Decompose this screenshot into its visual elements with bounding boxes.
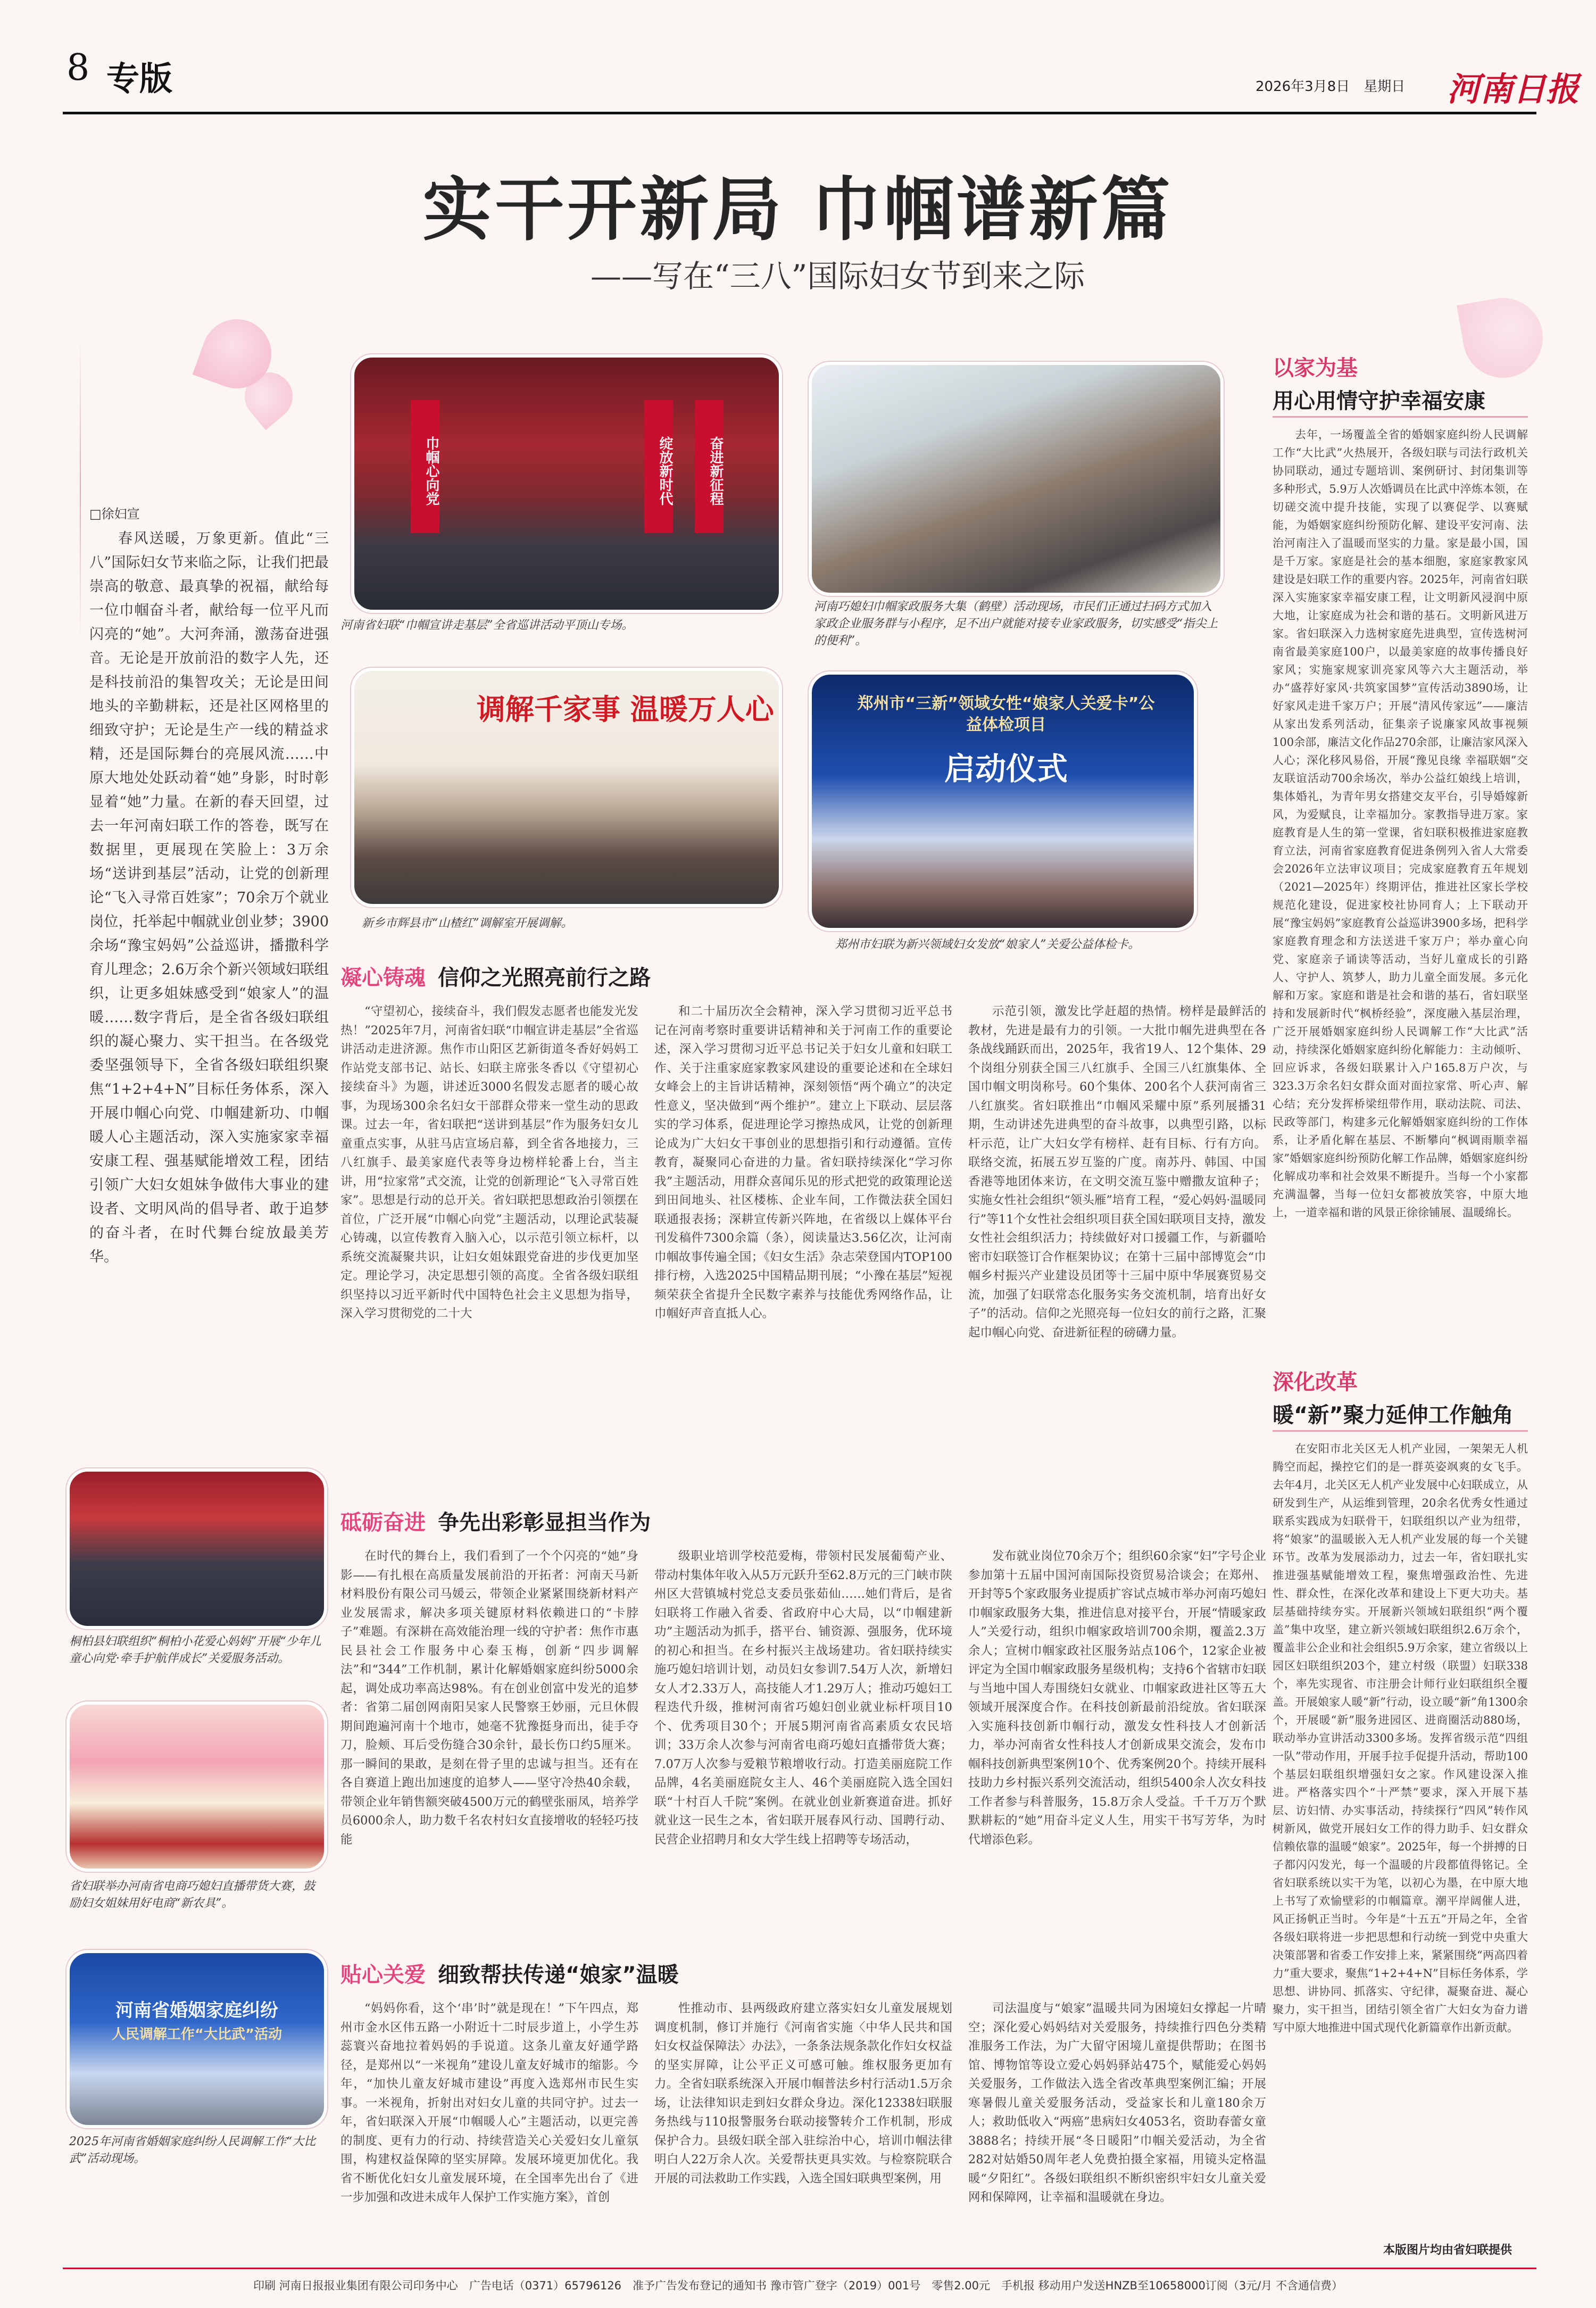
header-rule	[63, 112, 1536, 114]
section-keyword: 砥砺奋进	[340, 1510, 426, 1535]
byline: □徐妇宣	[89, 507, 140, 521]
section-header-1	[340, 961, 1245, 993]
section-keyword: 凝心铸魂	[340, 966, 426, 990]
paragraph: 去年，一场覆盖全省的婚姻家庭纠纷人民调解工作“大比武”火热展开，各级妇联与司法行政机关协同联动，通过专题培训、案例研讨、封闭集训等多种形式，5.9万人次婚调员在比武中淬炼本领，在切磋交流中提升技能，实现了以赛促学、以赛赋能，为婚姻家庭纠纷预防化解、建设平安河南、法治河南注入了温暖而坚实的力量。家是最小国，国是千万家。家庭是社会的基本细胞，家庭家教家风建设是妇联工作的重要内容。2025年，河南省妇联深入实施家家幸福安康工程，让文明新风浸润中原大地，让家庭成为社会和谐的基石。文明新风进万家。省妇联深入力选树家庭先进典型，宣传选树河南省最美家庭100户，以最美家庭的故事传播良好家风；实施家规家训亮家风等六大主题活动，举办“盛荐好家风·共筑家国梦”宣传活动3890场，让好家风走进千家万户；开展“清风传家远”——廉洁从家出发系列活动，征集亲子说廉家风故事视频100余部，廉洁文化作品270余部，让廉洁家风深入人心；深化移风易俗，开展“豫见良缘 幸福联姻”交友联谊活动700余场次，举办公益红娘线上培训，集体婚礼，为青年男女搭建交友平台，引导婚嫁新风，为爱赋良，让幸福加分。家教指导进万家。家庭教育是人生的第一堂课，省妇联积极推进家庭教育立法，河南省家庭教育促进条例列入省人大常委会2026年立法审议项目；完成家庭教育五年规划（2021—2025年）终期评估，推进社区家长学校规范化建设，促进家校社协同育人；上下联动开展“豫宝妈妈”家庭教育公益巡讲3900多场，把科学家庭教育理念和方法送进千家万户；举办童心向党、家庭亲子诵读等活动，当好儿童成长的引路人、守护人、筑梦人，助力儿童全面发展。多元化解和万家。家庭和谐是社会和谐的基石，省妇联坚持和发展新时代“枫桥经验”，深度融入基层治理，广泛开展婚姻家庭纠纷人民调解工作“大比武”活动，持续深化婚姻家庭纠纷化解能力：主动倾听、回应诉求，各级妇联累计入户165.8万户次，与323.3万余名妇女群众面对面拉家常、听心声、解心结；充分发挥桥梁纽带作用，联动法院、司法、民政等部门，构建多元化解婚姻家庭纠纷的工作体系，让矛盾化解在基层、不断攀向“枫调雨顺幸福家”婚姻家庭纠纷预防化解工作品牌，婚姻家庭纠纷化解成功率和社会效果不断提升。当每一个小家都充满温馨，当每一位妇女都被放笑容，中原大地上，一道幸福和谐的风景正徐徐铺展、温暖绵长。	[1273, 428, 1528, 1219]
right-section-rule	[1273, 416, 1528, 418]
flower-icon	[1457, 292, 1549, 384]
newspaper-logo: 河南日报	[1447, 70, 1580, 109]
mediation-banner: 调解千家事 温暖万人心	[477, 693, 774, 726]
footer-info: 印刷 河南日报报业集团有限公司印务中心 广告电话（0371）65796126 准予广告发布登记的通知书 豫市管广登字（2019）001号 零售2.00元 手机报 移动用户发送HNZB至10658000订阅（3元/月 不含通信费）	[253, 2279, 1343, 2292]
banner-center: 绽放新时代	[644, 400, 673, 533]
paragraph: “守望初心，接续奋斗，我们假发志愿者也能发光发热！”2025年7月，河南省妇联“巾帼宣讲走基层”全省巡讲活动走进济源。焦作市山阳区艺新街道冬香好妈妈工作站党支部书记、站长、妇联主席张冬香以《守望初心 接续奋斗》为题，讲述近3000名假发志愿者的暖心故事，为现场300余名妇女干部群众带来一堂生动的思政课。过去一年，省妇联把“送讲到基层”作为服务妇女儿童重点实事，从驻马店宣场启幕，到全省各地接力，三八红旗手、最美家庭代表等身边榜样轮番上台，当主讲，用“拉家常”式交流，让党的创新理论“飞入寻常百姓家”。思想是行动的总开关。省妇联把思想政治引领摆在首位，广泛开展“巾帼心向党”主题活动，以理论武装凝心铸魂，以宣传教育入脑入心，以示范引领立标杆，以系统交流凝聚共识，让妇女姐妹跟党奋进的步伐更加坚定。理论学习，决定思想引领的高度。全省各级妇联组织坚持以习近平新时代中国特色社会主义思想为指导，深入学习贯彻党的二十大	[340, 1004, 638, 1321]
paragraph: “妈妈你看，这个‘串’时”就是现在！”下午四点，郑州市金水区伟五路一小附近十二时辰步道上，小学生苏蕊寰兴奋地拉着妈妈的手说道。这条儿童友好通学路径，是郑州以“一米视角”建设儿童友好城市的缩影。今年，“加快儿童友好城市建设”再度入选郑州市民生实事。一米视角，折射出对妇女儿童的共同守护。过去一年，省妇联深入开展“巾帼暖人心”主题活动，以更完善的制度、更有力的行动、持续营造关心关爱妇女儿童氛围，构建权益保障的坚实屏障。发展环境更加优化。我省不断优化妇女儿童发展环境，在全国率先出台了《进一步加强和改进未成年人保护工作实施方案》，首创	[340, 2002, 638, 2204]
photo-mediation	[351, 668, 782, 907]
issue-date: 2026年3月8日 星期日	[1256, 79, 1406, 95]
contest-title: 河南省婚姻家庭纠纷	[115, 2000, 278, 2021]
photo-caption: 省妇联举办河南省电商巧媳妇直播带货大赛，鼓励妇女姐妹用好电商“新农具”。	[69, 1880, 315, 1910]
paragraph: 级职业培训学校范爱梅，带领村民发展葡萄产业、带动村集体年收入从5万元跃升至62.8万元的三门峡市陕州区大营镇城村党总支委员张茹仙……她们背后，是省妇联将工作融入省委、省政府中心大局，以“巾帼建新功”主题活动为抓手，搭平台、铺资源、强服务，优环境的初心和担当。在乡村振兴主战场建功。省妇联持续实施巧媳妇培训计划，动员妇女参训7.54万人次，新增妇女人才2.33万人，高技能人才1.29万人；推动巧媳妇工程迭代升级，推树河南省巧媳妇创业就业标杆项目10个、优秀项目30个；开展5期河南省高素质女农民培训；33万余人次参与河南省电商巧媳妇直播带货大赛；7.07万人次参与爱粮节粮增收行动。打造美丽庭院工作品牌，4名美丽庭院女主人、46个美丽庭院入选全国妇联“十村百人千院”案例。在就业创业新赛道奋进。抓好就业这一民生之本，省妇联开展春风行动、国聘行动、民营企业招聘月和女大学生线上招聘等专场活动，	[654, 1549, 952, 1847]
contest-subtitle: 人民调解工作“大比武”活动	[111, 2027, 282, 2043]
health-banner: 郑州市“三新”领域女性“娘家人关爱卡”公益体检项目	[857, 694, 1155, 734]
section-name: 专版	[106, 59, 173, 98]
section-title: 细致帮扶传递“娘家”温暖	[438, 1963, 679, 1987]
section-title: 争先出彩彰显担当作为	[438, 1510, 651, 1535]
right-section1-text	[1273, 426, 1528, 1344]
section-keyword: 贴心关爱	[340, 1963, 426, 1987]
section1-col2	[654, 1002, 952, 1481]
banner-left: 巾帼心向党	[411, 400, 439, 533]
photo-livestream	[66, 1701, 327, 1872]
photo-caption: 桐柏县妇联组织“桐柏小花爱心妈妈”开展“少年儿童心向党·牵手护航伴成长”关爱服务活动。	[69, 1635, 321, 1665]
photo-caption: 河南巧媳妇巾帼家政服务大集（鹤壁）活动现场，市民们正通过扫码方式加入家政企业服务群与小程序，足不出户就能对接专业家政服务，切实感受“指尖上的便利”。	[814, 600, 1218, 647]
paragraph: 在安阳市北关区无人机产业园，一架架无人机腾空而起，操控它们的是一群英姿飒爽的女飞手。去年4月，北关区无人机产业发展中心妇联成立，从研发到生产，从运维到管理，20余名优秀女性通过联系实践成为妇联骨干，妇联组织以产业为纽带，将“娘家”的温暖嵌入无人机产业发展的每一个关键环节。改革为发展添动力，过去一年，省妇联扎实推进强基赋能增效工程，聚焦增强政治性、先进性、群众性，在深化改革和建设上下更大功夫。基层基础持续夯实。开展新兴领域妇联组织“两个覆盖”集中攻坚，建立新兴领域妇联组织2.6万余个，覆盖非公企业和社会组织5.9万余家，建立省级以上园区妇联组织203个，建立村级（联盟）妇联338个，率先实现省、市注册会计师行业妇联组织全覆盖。开展娘家人暖“新”行动，设立暖“新”角1300余个，开展暖“新”服务进园区、进商圈活动880场，联动举办宣讲活动3300多场。发挥省级示范“四组一队”带动作用，开展手拉手促提升活动，帮助100个基层妇联组织增强妇女之家。作风建设深入推进。严格落实四个“十严禁”要求，深入开展下基层、访妇情、办实事活动，持续探行“四风”转作风树新风，做党开展妇女工作的得力助手、妇女群众信赖依靠的温暖“娘家”。2025年，每一个拼搏的日子都闪闪发光，每一个温暖的片段都值得铭记。全省妇联系统以实干为笔，以初心为墨，在中原大地上书写了欢愉壁彩的巾帼篇章。潮平岸阔催人进，风正扬帆正当时。今年是“十五五”开局之年，全省各级妇联将进一步把思想和行动统一到党中央重大决策部署和省委工作安排上来，紧紧围绕“两高四着力”重大要求，聚焦“1+2+4+N”目标任务体系，学思想、讲协同、抓落实、守纪律，凝聚奋进、凝心聚力，实干担当，团结引领全省广大妇女为奋力谱写中原大地推进中国式现代化新篇章作出新贡献。	[1273, 1442, 1528, 2034]
banner-right: 奋进新征程	[695, 400, 724, 533]
photo-credit: 本版图片均由省妇联提供	[1383, 2244, 1512, 2257]
photo-caption: 2025年河南省婚姻家庭纠纷人民调解工作“大比武”活动现场。	[69, 2135, 316, 2165]
section3-col2	[654, 1999, 952, 2260]
section1-col3	[968, 1002, 1266, 1481]
page-number: 8	[66, 47, 90, 89]
right-section-rule	[1273, 1430, 1528, 1432]
photo-housekeeping	[809, 362, 1224, 596]
right-section2-text	[1273, 1440, 1528, 2238]
photo-health-card	[809, 671, 1197, 931]
right-section-tag: 以家为基	[1273, 356, 1358, 380]
paragraph: 示范引领，激发比学赶超的热情。榜样是最鲜活的教材，先进是最有力的引领。一大批巾帼先进典型在各条战线踊跃而出，2025年，我省19人、12个集体、29个岗组分别获全国三八红旗手、全国三八红旗集体、全国巾帼文明岗称号。60个集体、200名个人获河南省三八红旗奖。省妇联推出“巾帼风采耀中原”系列展播31期，生动讲述先进典型的奋斗故事，以典型引路，以标杆示范，让广大妇女学有榜样、赶有目标、行有方向。联络交流，拓展五岁互鉴的广度。南苏丹、韩国、中国香港等地团体来访，在文明交流互鉴中赠撒友谊种子；实施女性社会组织“领头雁”培育工程，“爱心妈妈·温暖同行”等11个女性社会组织项目获全国妇联项目支持，激发女性社会组织活力；持续做好对口援疆工作，与新疆哈密市妇联签订合作框架协议；在第十三届中部博览会“巾帼乡村振兴产业建设员团等十三届中原中华展赛贸易交流，加强了妇联常态化服务实务交流机制，培育出好女子”的活动。信仰之光照亮每一位妇女的前行之路，汇聚起巾帼心向党、奋进新征程的磅礴力量。	[968, 1004, 1266, 1340]
paragraph: 在时代的舞台上，我们看到了一个个闪亮的“她”身影——有扎根在高质量发展前沿的开拓者：河南天马新材料股份有限公司马媛云，带领企业紧紧围绕新材料产业发展需求，解决多项关键原材料依赖进口的“卡脖子”难题。有深耕在高效能治理一线的守护者：焦作市惠民县社会工作服务中心秦玉梅，创新“四步调解法”和“344”工作机制，累计化解婚姻家庭纠纷5000余起，调处成功率高达98%。有在创业创富中发光的追梦者：省第二届创网南阳吴家人民警察王妙丽，元旦休假期间跑遍河南十个地市，她毫不犹豫挺身而出，徒手夺刀，脸颊、耳后受伤缝合30余针，最长伤口约5厘米。那一瞬间的果敢，是刻在骨子里的忠诚与担当。还有在各自赛道上跑出加速度的追梦人——坚守冷热40余载，带领企业年销售额突破4500万元的鹤壁张丽凤，培养学员6000余人，助力数千名农村妇女直接增收的轻轻巧技能	[340, 1549, 638, 1847]
section3-col1	[340, 1999, 638, 2260]
section2-col2	[654, 1547, 952, 1930]
paragraph: 性推动市、县两级政府建立落实妇女儿童发展规划调度机制，修订并施行《河南省实施〈中华人民共和国妇女权益保障法〉办法》，一条条法规条款化作妇女权益的坚实屏障，让公平正义可感可触。维权服务更加有力。全省妇联系统深入开展巾帼普法乡村行活动1.5万余场，让法律知识走到妇女群众身边。深化12338妇联服务热线与110报警服务台联动接警转介工作机制，形成保护合力。县级妇联全部入驻综治中心，培训巾帼法律明白人22万余人次。关爱帮扶更具实效。与检察院联合开展的司法救助工作实践，入选全国妇联典型案例，用	[654, 2002, 952, 2186]
photo-caption: 河南省妇联“巾帼宣讲走基层”全省巡讲活动平顶山专场。	[340, 619, 634, 632]
photo-mediation-contest	[66, 1950, 327, 2128]
paragraph: 和二十届历次全会精神，深入学习贯彻习近平总书记在河南考察时重要讲话精神和关于河南工作的重要论述，深入学习贯彻习近平总书记关于妇女儿童和妇联工作、关于注重家庭家教家风建设的重要论述和在全球妇女峰会上的主旨讲话精神，深刻领悟“两个确立”的决定性意义，坚决做到“两个维护”。建立上下联动、层层落实的学习体系，促进理论学习擦热成风，让党的创新理论成为广大妇女干事创业的思想指引和行动遵循。宣传教育，凝聚同心奋进的力量。省妇联持续深化“学习你我”主题活动，用群众喜闻乐见的形式把党的政策理论送到田间地头、社区楼栋、企业车间，工作微法获全国妇联通报表扬；深耕宣传新兴阵地，在省级以上媒体平台刊发稿件7300余篇（条），阅读量达3.56亿次，让河南巾帼故事传遍全国；《妇女生活》杂志荣登国内TOP100排行榜，入选2025中国精品期刊展；“小豫在基层”短视频荣获全省提升全民数字素养与技能优秀网络作品，让巾帼好声音直抵人心。	[654, 1004, 952, 1321]
section-header-3	[340, 1958, 1245, 1990]
photo-lecture	[351, 354, 782, 613]
section1-col1	[340, 1002, 638, 1481]
photo-caption: 新乡市辉县市“山楂红”调解室开展调解。	[362, 917, 573, 930]
paragraph: 发布就业岗位70余万个；组织60余家“妇”字号企业参加第十五届中国河南国际投资贸易洽谈会；在郑州、开封等5个家政服务业提质扩容试点城市举办河南巧媳妇巾帼家政服务大集，推进信息对接平台，开展“情暖家政人”关爱行动，组织巾帼家政培训700余期，覆盖2.3万余人；宣树巾帼家政社区服务站点106个，12家企业被评定为全国巾帼家政服务星级机构；支持6个省辖市妇联与当地中国人寿围绕妇女就业、巾帼家政进社区等五大领域开展深度合作。在科技创新最前沿绽放。省妇联深入实施科技创新巾帼行动，激发女性科技人才创新活力，举办河南省女性科技人才创新成果交流会，发布巾帼科技创新典型案例10个、优秀案例20个。持续开展科技助力乡村振兴系列交流活动，组织5400余人次女科技工作者参与科普服务，15.8万余人受益。千千万万个默默耕耘的“她”用奋斗定义人生，用实干书写芳华，为时代增添色彩。	[968, 1549, 1266, 1847]
photo-tongbai	[66, 1468, 327, 1629]
article-title: 实干开新局 巾帼谱新篇	[422, 169, 1174, 250]
photo-caption: 郑州市妇联为新兴领域妇女发放“娘家人”关爱公益体检卡。	[835, 938, 1140, 951]
right-section-title: 用心用情守护幸福安康	[1273, 389, 1485, 413]
section2-col1	[340, 1547, 638, 1930]
section3-col3	[968, 1999, 1266, 2260]
footer-rule	[63, 2268, 1536, 2269]
right-section-title: 暖“新”聚力延伸工作触角	[1273, 1403, 1514, 1427]
lead-text	[89, 527, 329, 1431]
ornament-left	[80, 341, 81, 638]
article-subtitle: ——写在“三八”国际妇女节到来之际	[591, 258, 1085, 294]
section-title: 信仰之光照亮前行之路	[438, 966, 651, 990]
section2-col3	[968, 1547, 1266, 1930]
section-header-2	[340, 1506, 1245, 1538]
right-section-tag: 深化改革	[1273, 1370, 1358, 1394]
health-banner-title: 启动仪式	[944, 751, 1068, 787]
lead-paragraph: 春风送暖，万象更新。值此“三八”国际妇女节来临之际，让我们把最崇高的敬意、最真挚的祝福，献给每一位巾帼奋斗者，献给每一位平凡而闪亮的“她”。大河奔涌，激荡奋进强音。无论是开放前沿的数字人先，还是科技前沿的集智攻关；无论是田间地头的辛勤耕耘，还是社区网格里的细致守护；无论是生产一线的精益求精，还是国际舞台的亮展风流……中原大地处处跃动着“她”身影，时时彰显着“她”力量。在新的春天回望，过去一年河南妇联工作的答卷，既写在数据里，更展现在笑脸上：3万余场“送讲到基层”活动，让党的创新理论“飞入寻常百姓家”；70余万个就业岗位，托举起中帼就业创业梦；3900余场“豫宝妈妈”公益巡讲，播撒科学育儿理念；2.6万余个新兴领域妇联组织，让更多姐妹感受到“娘家人”的温暖……数字背后，是全省各级妇联组织的凝心聚力、实干担当。在各级党委坚强领导下，全省各级妇联组织聚焦“1+2+4+N”目标任务体系，深入开展巾帼心向党、巾帼建新功、巾帼暖人心主题活动，深入实施家家幸福安康工程、强基赋能增效工程，团结引领广大妇女姐妹争做伟大事业的建设者、文明风尚的倡导者、敢于追梦的奋斗者，在时代舞台绽放最美芳华。	[89, 530, 329, 1265]
paragraph: 司法温度与“娘家”温暖共同为困境妇女撑起一片晴空；深化爱心妈妈结对关爱服务，持续推行四色分类精准服务工作法，为广大留守困境儿童提供帮助；在图书馆、博物馆等设立爱心妈妈驿站475个，赋能爱心妈妈关爱服务，工作做法入选全省改革典型案例汇编；开展寒暑假儿童关爱服务活动，受益家长和儿童180余万人；救助低收入“两癌”患病妇女4053名，资助春蕾女童3888名；持续开展“冬日暖阳”巾帼关爱活动，为全省282对姑婚50周年老人免费拍摄全家福，用镜头定格温暖“夕阳红”。各级妇联组织不断织密织牢妇女儿童关爱网和保障网，让幸福和温暖就在身边。	[968, 2002, 1266, 2204]
